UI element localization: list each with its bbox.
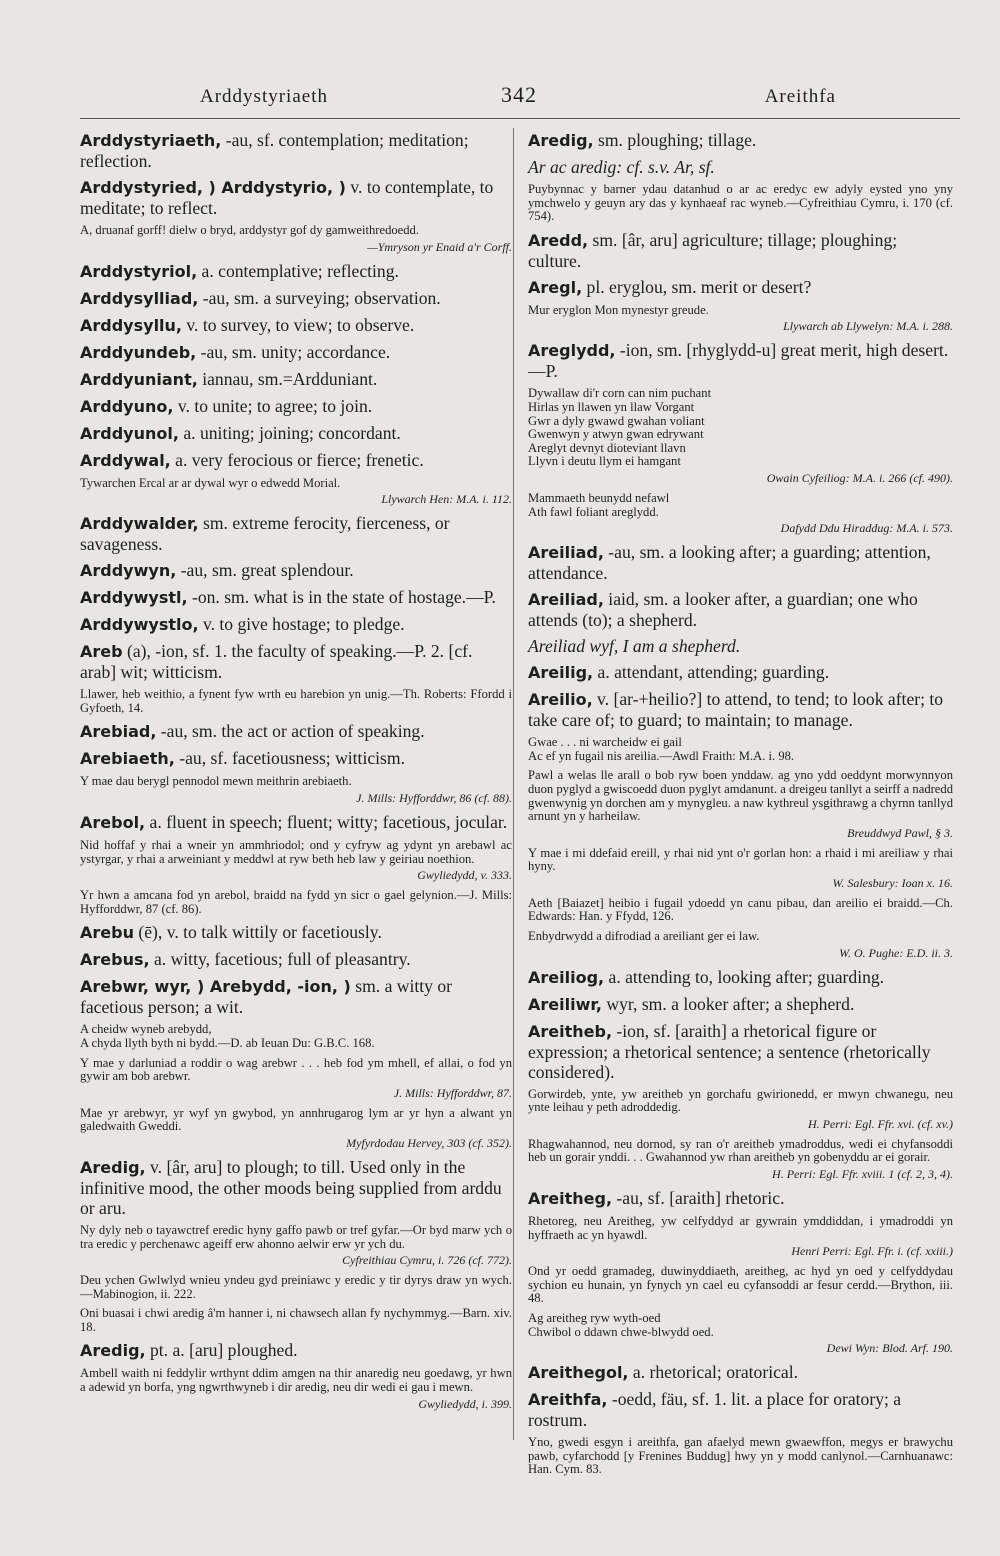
- header-right-guideword: Areithfa: [764, 86, 836, 107]
- dictionary-entry: [80, 315, 512, 336]
- headword: Arebwr, wyr, ) Arebydd, -ion, ): [80, 977, 351, 997]
- definition: sm. a witty or facetious person; a wit.: [80, 976, 453, 1018]
- headword: Areitheb,: [528, 1021, 613, 1041]
- definition: a. witty, facetious; full of pleasantry.: [149, 949, 411, 970]
- citation-source: Breuddwyd Pawl, § 3.: [847, 825, 953, 840]
- dictionary-entry: [80, 748, 512, 769]
- definition: -oedd, fäu, sf. 1. lit. a place for oratory; a rostrum.: [528, 1389, 902, 1431]
- example-quotation: Yr hwn a amcana fod yn arebol, braidd na fydd yn sicr o gael gelynion.—J. Mills: Hyfforddwr, 87 (cf. 86).: [80, 888, 512, 916]
- definition: v. to contemplate, to meditate; to reflect.: [80, 177, 494, 218]
- definition: iannau, sm.=Ardduniant.: [197, 368, 378, 389]
- definition: a. fluent in speech; fluent; witty; facetious, jocular.: [145, 811, 508, 832]
- definition: sm. extreme ferocity, fierceness, or savageness.: [80, 513, 450, 555]
- definition: v. to survey, to view; to observe.: [182, 314, 415, 335]
- definition: pl. eryglou, sm. merit or desert?: [582, 276, 812, 297]
- citation-source: W. O. Pughe: E.D. ii. 3.: [839, 945, 953, 960]
- headword: Arddyuniant,: [80, 369, 198, 389]
- example-quotation: Yno, gwedi esgyn i areithfa, gan afaelyd mewn gwaewffon, megys er brawychu pawb, cyfarchodd [y Frenines Buddug] hwy yn y modd canlynol.—Carnhuanawc: Han. Cym. 83.: [528, 1435, 953, 1477]
- citation-source: Llywarch Hen: M.A. i. 112.: [381, 492, 512, 507]
- headword: Arddywystlo,: [80, 615, 199, 635]
- definition: v. to unite; to agree; to join.: [173, 395, 373, 416]
- dictionary-entry: [528, 662, 953, 683]
- definition: -au, sm. unity; accordance.: [196, 341, 391, 362]
- definition: sm. ploughing; tillage.: [593, 130, 757, 150]
- headword: Areithegol,: [528, 1363, 629, 1383]
- definition: -au, sf. contemplation; meditation; reflection.: [80, 130, 469, 171]
- citation-source: Gwyliedydd, i. 399.: [418, 1396, 512, 1411]
- example-quotation: Llawer, heb weithio, a fynent fyw wrth eu harebion yn unig.—Th. Roberts: Ffordd i Gyfoeth, 14.: [80, 687, 512, 715]
- definition: (ē), v. to talk wittily or facetiously.: [133, 922, 382, 943]
- headword: Areilig,: [528, 663, 594, 683]
- dictionary-entry: [528, 277, 953, 298]
- dictionary-entry: [80, 288, 512, 309]
- definition: -au, sm. great splendour.: [176, 560, 354, 581]
- citation-source: Dewi Wyn: Blod. Arf. 190.: [826, 1341, 953, 1356]
- headword: Areiliad,: [528, 543, 604, 563]
- example-quotation: Tywarchen Ercal ar ar dywal wyr o edwedd Morial.: [80, 475, 341, 490]
- example-quotation: Puybynnac y barner ydau datanhud o ar ac eredyc ew adyly eysted yno yny ymchwelo y geuyn ary das y kynhaeaf rac wyneb.—Cyfreithiau Cymru, i. 170 (cf. 754).: [528, 182, 953, 224]
- example-quotation: Mammaeth beunydd nefawl Ath fawl foliant areglydd.: [528, 490, 670, 519]
- definition: a. uniting; joining; concordant.: [178, 422, 401, 443]
- headword: Arddywal,: [80, 450, 171, 470]
- sub-entry: Areiliad wyf, I am a shepherd.: [528, 636, 741, 657]
- dictionary-entry: [80, 423, 512, 444]
- example-quotation: Ag areitheg ryw wyth-oed Chwibol o ddawn chwe-blwydd oed.: [528, 1311, 714, 1339]
- definition: wyr, sm. a looker after; a shepherd.: [601, 993, 855, 1014]
- headword: Arddyundeb,: [80, 342, 197, 362]
- example-quotation: Dywallaw di'r corn can nim puchant Hirlas yn llawen yn llaw Vorgant Gwr a dyly gwawd gwahan voliant Gwenwyn y atwyn gwan edrywant Areglyt devnyt dioteviant llavn Llyvn i deutu llym ei hamgant: [528, 386, 712, 469]
- citation-source: Cyfreithiau Cymru, i. 726 (cf. 772).: [342, 1253, 512, 1268]
- dictionary-entry: [528, 1389, 953, 1430]
- definition: -ion, sf. [araith] a rhetorical figure or expression; a rhetorical sentence; a sentence (rhetorically considered).: [528, 1020, 931, 1082]
- dictionary-entry: [80, 130, 512, 171]
- example-quotation: Rhetoreg, neu Areitheg, yw celfyddyd ar gywrain ymddiddan, i ymadroddi yn hyffraeth ac yn hyawdl.: [528, 1214, 953, 1242]
- definition: a. attending to, looking after; guarding.: [604, 966, 885, 987]
- citation-source: Llywarch ab Llywelyn: M.A. i. 288.: [783, 319, 953, 334]
- definition: -au, sm. a surveying; observation.: [198, 287, 441, 308]
- headword: Arddystyried, ) Arddystyrio, ): [80, 178, 346, 197]
- headword: Arebol,: [80, 812, 146, 832]
- example-quotation: Ambell waith ni feddylir wrthynt ddim amgen na thir anaredig neu goedawg, yr hwn a adewid yn borfa, yng ngwrthwyneb i dir aredig, neu dir wedi ei gau i mewn.: [80, 1366, 512, 1395]
- headword: Arddysyllu,: [80, 315, 182, 335]
- dictionary-entry: [80, 614, 512, 635]
- dictionary-entry: [528, 1362, 953, 1383]
- dictionary-entry: [528, 589, 953, 630]
- right-column: [528, 130, 953, 1483]
- dictionary-entry: [80, 396, 512, 417]
- dictionary-entry: [80, 177, 512, 218]
- example-quotation: Aeth [Baiazet] heibio i fugail ydoedd yn canu pibau, dan areilio ei braidd.—Ch. Edwards: Han. y Ffydd, 126.: [528, 895, 953, 924]
- headword: Areglydd,: [528, 341, 616, 361]
- dictionary-entry: [528, 1021, 953, 1082]
- definition: -on. sm. what is in the state of hostage.—P.: [187, 587, 496, 608]
- definition: v. [ar-+heilio?] to attend, to tend; to look after; to take care of; to guard; to maintain; to manage.: [528, 689, 944, 731]
- dictionary-entry: [528, 689, 953, 730]
- headword: Arddywalder,: [80, 514, 199, 534]
- headword: Arebiad,: [80, 722, 157, 742]
- dictionary-entry: [80, 949, 512, 970]
- definition: pt. a. [aru] ploughed.: [145, 1340, 298, 1361]
- citation-source: H. Perri: Egl. Ffr. xvi. (cf. xv.): [807, 1116, 953, 1131]
- dictionary-entry: [80, 450, 512, 471]
- example-quotation: A cheidw wyneb arebydd, A chyda llyth byth ni bydd.—D. ab Ieuan Du: G.B.C. 168.: [80, 1022, 375, 1050]
- headword: Arddystyriaeth,: [80, 131, 222, 150]
- headword: Aredig,: [80, 1157, 146, 1177]
- dictionary-entry: [80, 513, 512, 554]
- example-quotation: Nid hoffaf y rhai a wneir yn ammhriodol; ond y cyfryw ag ydynt yn arebawl ac ystyrgar, y rhai a arweiniant y meddwl at ryw beth heb law y geiriau noethion.: [80, 837, 512, 866]
- headword: Aredd,: [528, 230, 589, 250]
- example-quotation: Pawl a welas lle arall o bob ryw boen ynddaw. ag yno ydd oeddynt morwynnyon duon pyglyd a gwiscoedd duon pyglyt amdanunt. a dreigeu tanllyt a seirff a nadredd gwenwynig yn dorchen am y mynygleu. a naw kythreul ysgithrawg a chyrnn tanllyd arnunt yn y harheilaw.: [528, 768, 953, 824]
- header-rule: [80, 118, 960, 119]
- example-quotation: Deu ychen Gwlwlyd wnieu yndeu gyd preiniawc y eredic y tir dyrys draw yn wych.—Mabinogion, ii. 222.: [80, 1273, 512, 1301]
- headword: Arebiaeth,: [80, 749, 175, 769]
- citation-source: W. Salesbury: Ioan x. 16.: [832, 875, 953, 890]
- headword: Areitheg,: [528, 1189, 613, 1209]
- dictionary-entry: [528, 967, 953, 988]
- page-number: 342: [501, 82, 537, 107]
- headword: Arddyuno,: [80, 396, 174, 416]
- headword: Areb: [80, 642, 123, 662]
- dictionary-entry: [528, 230, 953, 271]
- definition: iaid, sm. a looker after, a guardian; one who attends (to); a shepherd.: [528, 589, 918, 631]
- definition: -au, sf. [araith] rhetoric.: [612, 1188, 785, 1209]
- dictionary-entry: [80, 587, 512, 608]
- definition: a. attendant, attending; guarding.: [593, 662, 830, 683]
- definition: v. [âr, aru] to plough; to till. Used only in the infinitive mood, the other moods being supplied from arddu or aru.: [80, 1156, 502, 1218]
- left-column: [80, 130, 512, 1418]
- definition: -ion, sm. [rhyglydd-u] great merit, high desert.—P.: [528, 340, 949, 382]
- example-quotation: Gwae . . . ni warcheidw ei gail Ac ef yn fugail nis areilia.—Awdl Fraith: M.A. i. 98.: [528, 735, 795, 763]
- citation-source: Owain Cyfeiliog: M.A. i. 266 (cf. 490).: [766, 470, 953, 485]
- example-quotation: Mur eryglon Mon mynestyr greude.: [528, 302, 709, 317]
- dictionary-entry: [80, 812, 512, 833]
- headword: Areiliwr,: [528, 994, 602, 1014]
- dictionary-entry: [80, 1340, 512, 1361]
- example-quotation: Rhagwahannod, neu dornod, sy ran o'r areitheb ymadroddus, wedi ei chyfansoddi heb un gorair ynddi. . . Gwahannod yw rhan areitheb yn gobenyddu ar ei gorair.: [528, 1136, 953, 1165]
- headword: Areiliad,: [528, 590, 604, 610]
- headword: Arddywystl,: [80, 588, 188, 608]
- dictionary-entry: [80, 342, 512, 363]
- headword: Arddyunol,: [80, 423, 179, 443]
- dictionary-entry: [528, 542, 953, 583]
- example-quotation: Mae yr arebwyr, yr wyf yn gwybod, yn annhrugarog lym ar yr hyn a alwant yn galedwaith Gweddi.: [80, 1105, 512, 1134]
- running-header: [80, 82, 960, 118]
- definition: a. contemplative; reflecting.: [197, 260, 399, 281]
- example-quotation: Ny dyly neb o tayawctref eredic hyny gaffo pawb or tref gyfar.—Or byd marw ych o tra eredic y perchenawc ageiff erw ahonno aelwir erw yr ych du.: [80, 1222, 512, 1251]
- dictionary-entry: [80, 261, 512, 282]
- citation-source: J. Mills: Hyfforddwr, 86 (cf. 88).: [356, 790, 512, 805]
- column-divider: [513, 128, 514, 1440]
- dictionary-entry: [80, 369, 512, 390]
- dictionary-entry: [80, 721, 512, 742]
- citation-source: H. Perri: Egl. Ffr. xviii. 1 (cf. 2, 3, 4).: [772, 1167, 953, 1182]
- example-quotation: A, druanaf gorff! dielw o bryd, arddystyr gof dy gamweithredoedd.: [80, 223, 420, 237]
- headword: Areithfa,: [528, 1390, 608, 1410]
- dictionary-entry: [80, 641, 512, 682]
- dictionary-entry: [80, 922, 512, 943]
- headword: Aregl,: [528, 277, 583, 297]
- headword: Areiliog,: [528, 967, 605, 987]
- headword: Arddystyriol,: [80, 261, 198, 281]
- dictionary-entry: [528, 130, 953, 151]
- citation-source: Myfyrdodau Hervey, 303 (cf. 352).: [346, 1135, 512, 1150]
- example-quotation: Y mae y darluniad a roddir o wag arebwr . . . heb fod ym mhell, ef allai, o fod yn gywir am bob arebwr.: [80, 1055, 512, 1084]
- example-quotation: Oni buasai i chwi aredig â'm hanner i, ni chawsech allan fy nychymmyg.—Barn. xiv. 18.: [80, 1306, 512, 1334]
- definition: -au, sf. facetiousness; witticism.: [174, 748, 405, 769]
- definition: -au, sm. the act or action of speaking.: [156, 721, 425, 742]
- dictionary-entry: [528, 340, 953, 381]
- headword: Arddysylliad,: [80, 288, 199, 308]
- dictionary-entry: [528, 994, 953, 1015]
- header-left-guideword: Arddystyriaeth: [200, 86, 328, 107]
- example-quotation: Enbydrwydd a difrodiad a areiliant ger ei law.: [528, 929, 760, 944]
- definition: sm. [âr, aru] agriculture; tillage; ploughing; culture.: [528, 229, 898, 271]
- headword: Areilio,: [528, 690, 593, 710]
- sub-entry: Ar ac aredig: cf. s.v. Ar, sf.: [528, 157, 715, 177]
- definition: a. rhetorical; oratorical.: [628, 1362, 799, 1383]
- definition: -au, sm. a looking after; a guarding; attention, attendance.: [528, 542, 931, 584]
- citation-source: Dafydd Ddu Hiraddug: M.A. i. 573.: [780, 521, 953, 536]
- dictionary-entry: [528, 1188, 953, 1209]
- dictionary-entry: [80, 560, 512, 581]
- example-quotation: Ond yr oedd gramadeg, duwinyddiaeth, areitheg, ac hyd yn oed y celfyddydau sychion eu hunain, yn fynych yn cael eu cyfansoddi ar fesur cerdd.—Brython, iii. 48.: [528, 1264, 953, 1306]
- citation-source: Henri Perri: Egl. Ffr. i. (cf. xxiii.): [791, 1244, 953, 1259]
- citation-source: —Ymryson yr Enaid a'r Corff.: [367, 239, 512, 254]
- headword: Arddywyn,: [80, 561, 177, 581]
- citation-source: Gwyliedydd, v. 333.: [417, 868, 512, 883]
- example-quotation: Y mae i mi ddefaid ereill, y rhai nid ynt o'r gorlan hon: a rhaid i mi areiliaw y rhai hyny.: [528, 845, 953, 874]
- dictionary-entry: [80, 1157, 512, 1218]
- headword: Aredig,: [528, 131, 594, 150]
- headword: Arebu: [80, 923, 134, 943]
- citation-source: J. Mills: Hyfforddwr, 87.: [393, 1085, 512, 1100]
- definition: (a), -ion, sf. 1. the faculty of speaking.—P. 2. [cf. arab] wit; witticism.: [80, 641, 473, 683]
- definition: v. to give hostage; to pledge.: [198, 614, 405, 635]
- headword: Arebus,: [80, 950, 150, 970]
- example-quotation: Gorwirdeb, ynte, yw areitheb yn gorchafu gwirionedd, er mwyn chwanegu, neu ynte leihau y peth adroddedig.: [528, 1086, 953, 1115]
- headword: Aredig,: [80, 1341, 146, 1361]
- definition: a. very ferocious or fierce; frenetic.: [170, 449, 424, 470]
- dictionary-entry: [80, 976, 512, 1017]
- example-quotation: Y mae dau berygl pennodol mewn meithrin arebiaeth.: [80, 774, 352, 789]
